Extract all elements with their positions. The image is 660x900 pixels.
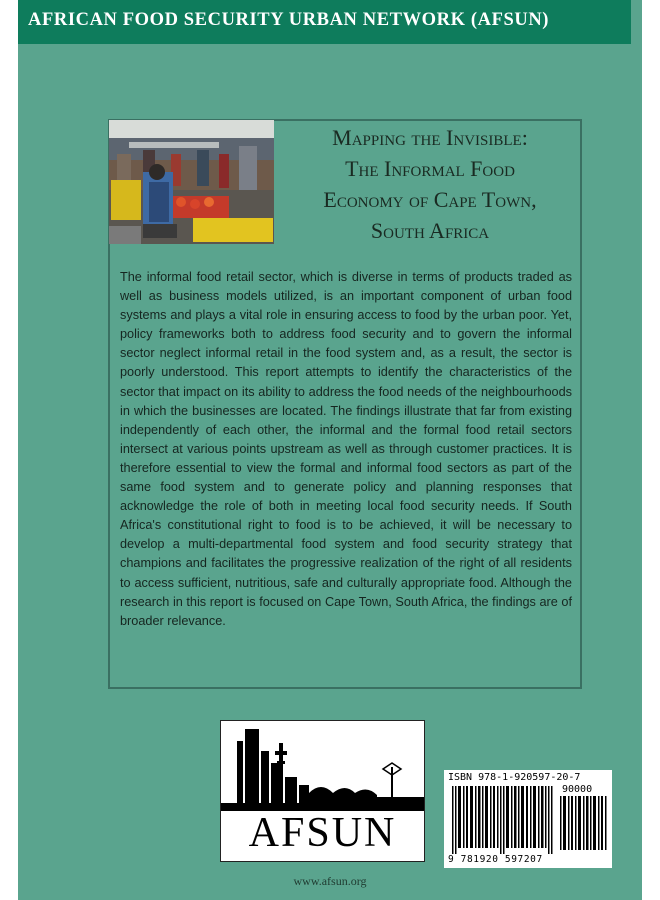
barcode-number: 9 781920 597207 bbox=[448, 854, 543, 865]
market-photo bbox=[109, 120, 274, 244]
isbn-number: ISBN 978-1-920597-20-7 bbox=[448, 772, 581, 783]
price-addon-bars bbox=[560, 796, 608, 850]
isbn-barcode bbox=[444, 770, 612, 868]
logo-text: AFSUN bbox=[248, 810, 397, 856]
barcode-bars bbox=[452, 786, 558, 854]
price-code: 90000 bbox=[562, 784, 593, 795]
header-bar bbox=[18, 0, 631, 44]
title-line: South Africa bbox=[370, 218, 490, 243]
network-name: AFRICAN FOOD SECURITY URBAN NETWORK (AFSUN) bbox=[28, 10, 550, 30]
blurb-text: The informal food retail sector, which is diverse in terms of products traded as well as business models utilized, is an important component of urban food systems and plays a vital role in ensuring access to food by the urban poor. Yet, policy frameworks both to address food security and to govern the informal sector neglect informal retail in the food system and, as a result, the sector is poorly understood. This report attempts to identify the characteristics of the sector that impact on its ability to address the food needs of the neighbourhoods in which the businesses are located. The findings illustrate that far from existing independently of each other, the informal and the formal food retail sectors intersect at various points upstream as well as through customer practices. It is therefore essential to view the formal and informal food sectors as part of the same food system and to generate policy and planning responses that acknowledge the role of both in meeting local food security needs. If South Africa's constitutional right to food is to be achieved, it will be necessary to develop a multi-departmental food system and food security strategy that champions and facilitates the progressive realization of the right of all residents to access sufficient, nutritious, safe and culturally appropriate food. Although the research in this report is focused on Cape Town, South Africa, the findings are of broader relevance. bbox=[120, 270, 572, 628]
title-line: Mapping the Invisible: bbox=[332, 125, 528, 150]
title-line: Economy of Cape Town, bbox=[323, 187, 537, 212]
title-line: The Informal Food bbox=[345, 156, 515, 181]
website-url[interactable]: www.afsun.org bbox=[293, 874, 367, 888]
book-title bbox=[282, 122, 578, 246]
afsun-logo bbox=[220, 720, 425, 862]
